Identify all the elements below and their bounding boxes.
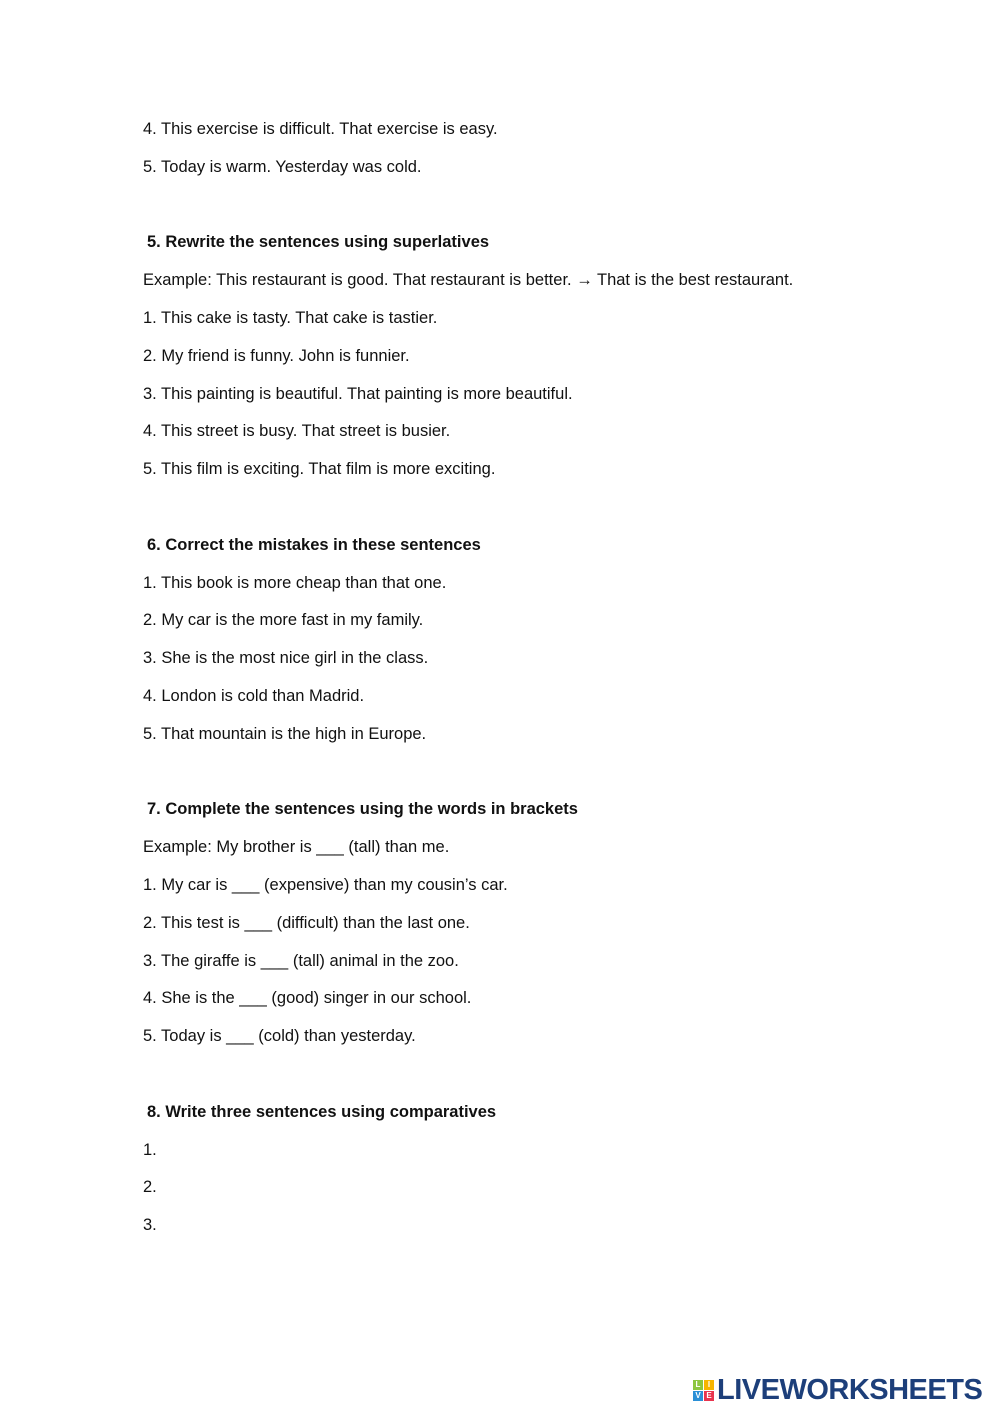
spacer — [143, 754, 963, 792]
exercise-line: 5. Today is ___ (cold) than yesterday. — [143, 1027, 416, 1046]
section-heading: 8. Write three sentences using comparatives — [147, 1102, 497, 1121]
exercise-section — [143, 187, 963, 489]
section-heading: 7. Complete the sentences using the words in brackets — [147, 800, 578, 819]
liveworksheets-logo — [693, 1374, 982, 1407]
exercise-line: 2. — [143, 1178, 157, 1197]
exercise-line: Example: This restaurant is good. That restaurant is better. → That is the best restaurant. — [143, 271, 794, 290]
exercise-section — [143, 754, 963, 1056]
exercise-line: 4. This exercise is difficult. That exercise is easy. — [143, 120, 498, 138]
exercise-line: 5. Today is warm. Yesterday was cold. — [143, 157, 422, 176]
exercise-section — [143, 489, 963, 754]
exercise-line: 1. My car is ___ (expensive) than my cousin’s car. — [143, 875, 508, 894]
exercise-line: 1. — [143, 1140, 157, 1159]
logo-tile: V — [693, 1391, 703, 1401]
exercise-line: 3. This painting is beautiful. That painting is more beautiful. — [143, 384, 573, 403]
logo-tile: L — [693, 1380, 703, 1390]
exercise-line: 1. This book is more cheap than that one. — [143, 573, 447, 592]
section-heading: 5. Rewrite the sentences using superlatives — [147, 233, 490, 252]
exercise-line: 4. This street is busy. That street is busier. — [143, 422, 451, 441]
exercise-line: 3. She is the most nice girl in the class. — [143, 649, 429, 668]
worksheet-content — [143, 111, 963, 1245]
spacer — [143, 1056, 963, 1094]
exercise-section — [143, 111, 963, 187]
exercise-line: 2. My car is the more fast in my family. — [143, 611, 424, 630]
logo-text: LIVEWORKSHEETS — [717, 1374, 983, 1406]
section-heading: 6. Correct the mistakes in these sentences — [147, 535, 481, 554]
exercise-line: 3. The giraffe is ___ (tall) animal in the zoo. — [143, 951, 459, 970]
logo-tiles-icon — [693, 1380, 714, 1401]
exercise-line: 4. She is the ___ (good) singer in our school. — [143, 989, 472, 1008]
exercise-section — [143, 1056, 963, 1245]
exercise-line: 2. My friend is funny. John is funnier. — [143, 346, 410, 365]
exercise-line: 5. This film is exciting. That film is more exciting. — [143, 460, 496, 479]
logo-tile: I — [704, 1380, 714, 1390]
spacer — [143, 489, 963, 527]
exercise-line: 3. — [143, 1216, 157, 1235]
logo-tile: E — [704, 1391, 714, 1401]
exercise-line: Example: My brother is ___ (tall) than me. — [143, 838, 450, 857]
exercise-line: 1. This cake is tasty. That cake is tastier. — [143, 308, 438, 327]
exercise-line: 2. This test is ___ (difficult) than the last one. — [143, 913, 470, 932]
exercise-line: 5. That mountain is the high in Europe. — [143, 724, 427, 743]
exercise-line: 4. London is cold than Madrid. — [143, 686, 365, 705]
spacer — [143, 187, 963, 225]
